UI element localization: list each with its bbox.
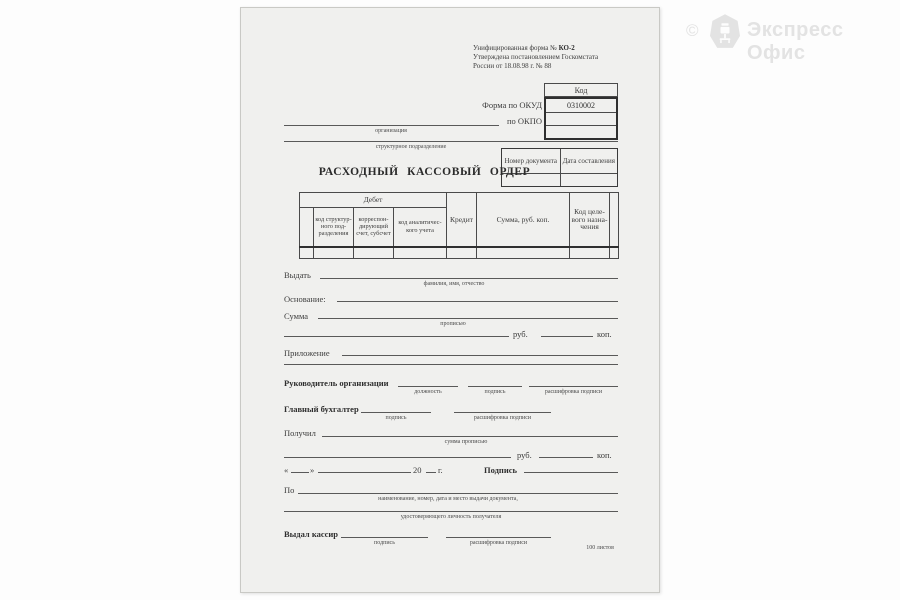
acct-cell-empty (354, 247, 394, 259)
by-hint1: наименование, номер, дата и место выдачи документа, (378, 496, 518, 502)
form-code: КО-2 (558, 44, 575, 52)
received-kop-label: коп. (597, 450, 612, 460)
received-rub-label: руб. (517, 450, 532, 460)
attachment-line2 (284, 364, 618, 365)
attachment-line (342, 355, 618, 356)
sum-line (318, 318, 618, 319)
by-line (298, 493, 618, 494)
cashier-signature-hint: подпись (374, 540, 395, 546)
okpo-value-empty (546, 112, 616, 125)
accounting-table-data-row (300, 247, 619, 259)
date-quote-open: « (284, 465, 289, 475)
by-label: По (284, 485, 295, 495)
head-signature-hint: подпись (484, 389, 506, 395)
watermark-brand: Экспресс Офис (747, 19, 844, 64)
by-hint2: удостоверяющего личность получателя (400, 514, 502, 520)
date-month-line (318, 472, 411, 473)
accounting-table (299, 192, 619, 259)
received-rub-line (284, 457, 511, 458)
acct-cell-empty (447, 247, 477, 259)
watermark-copyright: © (686, 21, 699, 40)
code-value-empty (546, 125, 616, 138)
doc-date-empty (560, 174, 618, 186)
kop-label: коп. (597, 329, 612, 339)
form-note-line2: Утверждена постановлением Госкомстата (473, 53, 599, 61)
doc-date-header: Дата составления (560, 149, 618, 174)
cashier-signature-line (341, 537, 428, 538)
head-signature-line (468, 386, 522, 387)
acct-cell-empty (570, 247, 610, 259)
issue-line (320, 278, 618, 279)
accountant-decode-hint: расшифровка подписи (473, 415, 532, 421)
head-decode-line (529, 386, 618, 387)
organization-hint: организация (375, 128, 407, 134)
basis-line (337, 301, 618, 302)
form-note-line3: России от 18.08.98 г. № 88 (473, 62, 552, 70)
credit-header: Кредит (447, 193, 477, 247)
date-year-prefix: 20 (413, 465, 422, 475)
form-title: РАСХОДНЫЙ КАССОВЫЙ ОРДЕР (318, 166, 531, 178)
cashier-label: Выдал кассир (284, 529, 339, 539)
accountant-signature-line (361, 412, 431, 413)
sum-header: Сумма, руб. коп. (477, 193, 570, 247)
attachment-label: Приложение (284, 348, 330, 358)
organization-line (284, 125, 499, 126)
date-year-suffix: г. (438, 465, 443, 475)
received-kop-line (539, 457, 593, 458)
extra-column-header (610, 193, 619, 247)
dept-code-header: код структурного подразделения (314, 208, 354, 247)
acct-cell-empty (300, 247, 314, 259)
code-box (544, 83, 618, 140)
corr-account-header: корреспондирующий счет, субсчет (354, 208, 394, 247)
head-label: Руководитель организации (284, 378, 389, 388)
signature-label: Подпись (484, 465, 517, 475)
sheets-note: 100 листов (586, 545, 614, 551)
code-box-values (544, 97, 618, 140)
okud-label: Форма по ОКУД (482, 100, 542, 110)
date-quote-close: » (310, 465, 315, 475)
okud-value: 0310002 (567, 101, 595, 110)
division-hint: структурное подразделение (375, 144, 447, 150)
accountant-label: Главный бухгалтер (284, 404, 359, 414)
accountant-decode-line (454, 412, 551, 413)
head-decode-hint: расшифровка подписи (544, 389, 603, 395)
rub-label: руб. (513, 329, 528, 339)
analytic-code-header: код аналитического учета (394, 208, 447, 247)
doc-number-header: Номер документа (502, 149, 560, 174)
kop-line (541, 336, 593, 337)
form-approval-note (473, 44, 623, 71)
date-day-line (291, 472, 309, 473)
received-label: Получил (284, 428, 316, 438)
rub-line (284, 336, 509, 337)
sum-label: Сумма (284, 311, 309, 321)
by-line2 (284, 511, 618, 512)
division-line (284, 141, 618, 142)
cashier-decode-hint: расшифровка подписи (469, 540, 528, 546)
received-hint: сумма прописью (444, 439, 488, 445)
purpose-code-header: Код целевого назначения (570, 193, 610, 247)
head-position-line (398, 386, 458, 387)
basis-label: Основание: (284, 294, 326, 304)
issue-label: Выдать (284, 270, 311, 280)
code-box-header: Код (544, 83, 618, 97)
cashier-decode-line (446, 537, 551, 538)
head-position-hint: должность (414, 389, 442, 395)
sum-hint: прописью (440, 321, 466, 327)
acct-cell-empty (477, 247, 570, 259)
debit-sub-empty (300, 208, 314, 247)
acct-cell-empty (314, 247, 354, 259)
form-note-line1: Унифицированная форма № КО-2 (473, 44, 575, 52)
form-page (240, 7, 660, 593)
received-line (322, 436, 618, 437)
date-year-line (426, 472, 436, 473)
accountant-signature-hint: подпись (385, 415, 407, 421)
signature-line (524, 472, 618, 473)
okpo-label: по ОКПО (506, 116, 542, 126)
express-office-logo-icon (710, 14, 740, 49)
acct-cell-empty (610, 247, 619, 259)
acct-cell-empty (394, 247, 447, 259)
debit-header: Дебет (300, 193, 447, 208)
issue-hint: фамилия, имя, отчество (423, 281, 485, 287)
